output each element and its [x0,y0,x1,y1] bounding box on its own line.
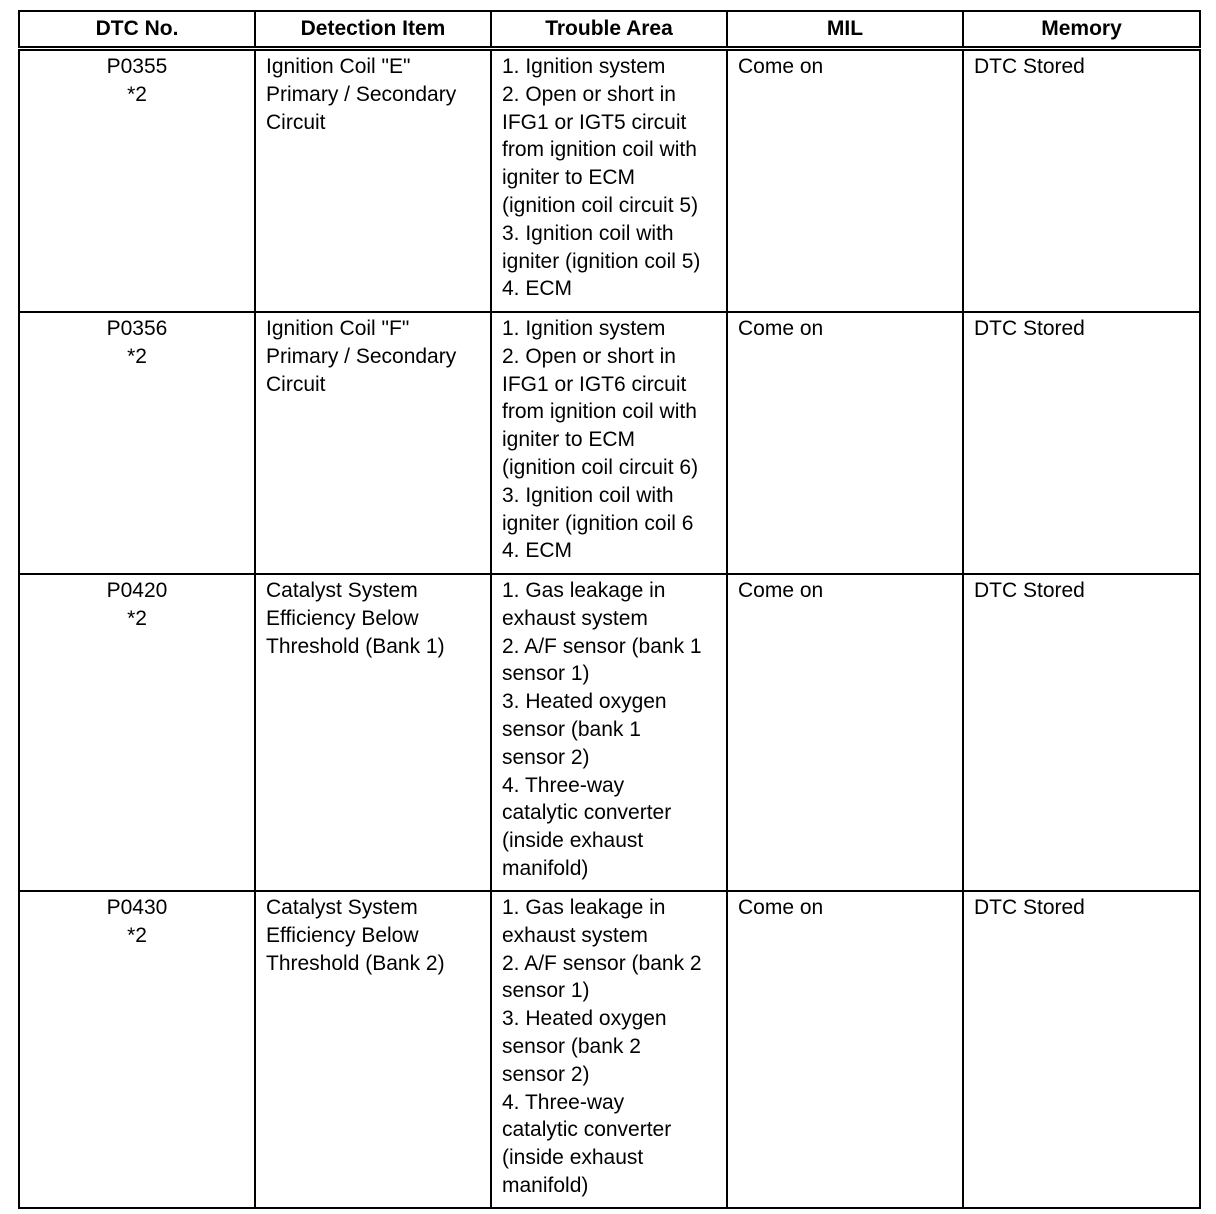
trouble-line: igniter to ECM [502,166,636,190]
mil-cell: Come on [727,574,963,891]
trouble-line: exhaust system [502,923,648,947]
trouble-line: IFG1 or IGT5 circuit [502,110,687,134]
dtc-code-cell [19,49,255,313]
dtc-note: *2 [127,82,147,106]
trouble-line: sensor (bank 2 [502,1034,641,1058]
header-row [19,11,1200,49]
trouble-line: from ignition coil with [502,400,697,424]
trouble-line: manifold) [502,856,589,880]
detection-line: Ignition Coil "E" [266,55,411,78]
dtc-note: *2 [127,344,147,368]
trouble-line: IFG1 or IGT6 circuit [502,372,687,396]
detection-line: Ignition Coil "F" [266,317,410,340]
trouble-line: 1. Ignition system [502,317,666,340]
header-dtc-no: DTC No. [19,11,255,49]
memory-cell: DTC Stored [963,49,1200,313]
trouble-line: (inside exhaust [502,1146,644,1170]
header-detection-item: Detection Item [255,11,491,49]
dtc-code: P0430 [106,896,168,919]
trouble-line: sensor (bank 1 [502,717,641,741]
dtc-code-cell [19,312,255,574]
detection-line: Circuit [266,110,326,134]
dtc-code-cell [19,891,255,1208]
trouble-area-cell [491,891,727,1208]
header-memory: Memory [963,11,1200,49]
trouble-line: catalytic converter [502,801,672,825]
detection-item-cell [255,49,491,313]
mil-cell: Come on [727,312,963,574]
header-mil: MIL [727,11,963,49]
detection-item-cell [255,312,491,574]
table-row [19,891,1200,1208]
trouble-line: 1. Gas leakage in [502,579,666,602]
detection-line: Efficiency Below [266,923,419,947]
detection-line: Primary / Secondary [266,344,457,368]
trouble-line: 2. Open or short in [502,82,676,106]
dtc-note: *2 [127,606,147,630]
trouble-line: igniter (ignition coil 5) [502,249,701,273]
table-row [19,49,1200,313]
trouble-line: 1. Gas leakage in [502,896,666,919]
trouble-line: sensor 2) [502,1062,590,1086]
detection-line: Efficiency Below [266,606,419,630]
trouble-line: (ignition coil circuit 5) [502,193,699,217]
trouble-line: exhaust system [502,606,648,630]
detection-item-cell [255,891,491,1208]
trouble-line: (inside exhaust [502,829,644,853]
detection-line: Threshold (Bank 2) [266,951,445,975]
trouble-line: igniter (ignition coil 6 [502,511,694,535]
trouble-line: 2. A/F sensor (bank 1 [502,634,702,658]
trouble-area-cell [491,574,727,891]
trouble-line: 4. Three-way [502,1090,625,1114]
dtc-note: *2 [127,923,147,947]
trouble-line: 3. Heated oxygen [502,1007,667,1031]
dtc-code-cell [19,574,255,891]
trouble-line: manifold) [502,1173,589,1197]
dtc-code: P0420 [106,579,168,602]
trouble-line: sensor 1) [502,979,590,1003]
trouble-line: 2. A/F sensor (bank 2 [502,951,702,975]
detection-line: Circuit [266,372,326,396]
trouble-line: 3. Heated oxygen [502,690,667,714]
detection-line: Primary / Secondary [266,82,457,106]
mil-cell: Come on [727,891,963,1208]
dtc-code: P0356 [106,317,168,340]
trouble-line: 4. ECM [502,277,573,301]
detection-line: Threshold (Bank 1) [266,634,445,658]
trouble-line: 3. Ignition coil with [502,483,674,507]
detection-line: Catalyst System [266,579,418,602]
detection-line: Catalyst System [266,896,418,919]
dtc-table [18,10,1201,1209]
trouble-area-cell [491,49,727,313]
detection-item-cell [255,574,491,891]
trouble-area-cell [491,312,727,574]
trouble-line: catalytic converter [502,1118,672,1142]
table-row [19,574,1200,891]
dtc-code: P0355 [106,55,168,78]
mil-cell: Come on [727,49,963,313]
trouble-line: igniter to ECM [502,428,636,452]
trouble-line: (ignition coil circuit 6) [502,455,699,479]
trouble-line: from ignition coil with [502,138,697,162]
trouble-line: sensor 2) [502,745,590,769]
memory-cell: DTC Stored [963,891,1200,1208]
trouble-line: 4. Three-way [502,773,625,797]
memory-cell: DTC Stored [963,312,1200,574]
trouble-line: 3. Ignition coil with [502,221,674,245]
memory-cell: DTC Stored [963,574,1200,891]
trouble-line: 1. Ignition system [502,55,666,78]
trouble-line: sensor 1) [502,662,590,686]
trouble-line: 4. ECM [502,539,573,563]
table-row [19,312,1200,574]
trouble-line: 2. Open or short in [502,344,676,368]
header-trouble-area: Trouble Area [491,11,727,49]
